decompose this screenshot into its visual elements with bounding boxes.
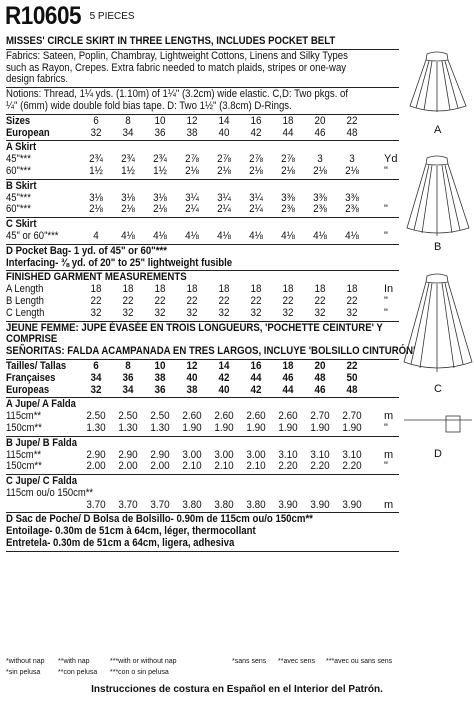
pattern-title: MISSES' CIRCLE SKIRT IN THREE LENGTHS, INCLUDES POCKET BELT: [6, 35, 336, 47]
pocket-bag-line: D Pocket Bag- 1 yd. of 45" or 60"***: [6, 244, 167, 257]
row-label: 115cm**: [6, 448, 42, 461]
table-cell: 3.70: [86, 498, 106, 511]
table-cell: 2¼: [217, 203, 231, 216]
table-cell: 2⅛: [217, 164, 231, 177]
metric-size-row: [6, 385, 399, 397]
table-cell: 1.90: [342, 421, 362, 434]
footnote: ***con o sin pelusa: [110, 669, 169, 676]
table-cell: 2¼: [249, 203, 263, 216]
row-label: 45"***: [6, 153, 31, 166]
table-cell: 40: [218, 383, 230, 396]
table-cell: 2⅞: [217, 153, 231, 166]
table-cell: 20: [314, 114, 326, 127]
table-cell: 32: [250, 306, 262, 319]
finished-row: [6, 308, 399, 320]
table-cell: 22: [346, 294, 358, 307]
finished-row: [6, 296, 399, 308]
table-cell: 46: [314, 126, 326, 139]
table-cell: 20: [314, 359, 326, 372]
table-cell: 3: [317, 153, 323, 166]
table-cell: 2¾: [153, 153, 167, 166]
table-cell: 3.80: [246, 498, 266, 511]
table-cell: 4⅛: [153, 229, 167, 242]
table-cell: 18: [250, 283, 262, 296]
table-cell: 32: [122, 306, 134, 319]
table-cell: 3⅜: [281, 191, 295, 204]
table-cell: 14: [218, 114, 230, 127]
table-cell: 4⅛: [121, 229, 135, 242]
table-cell: 22: [122, 294, 134, 307]
row-label: Sizes: [6, 114, 31, 127]
table-cell: 4⅛: [281, 229, 295, 242]
table-cell: 40: [218, 126, 230, 139]
table-cell: 16: [250, 114, 262, 127]
table-cell: 1.30: [86, 421, 106, 434]
footnote: ***with or without nap: [110, 658, 177, 665]
table-cell: 32: [346, 306, 358, 319]
divider: [6, 217, 399, 218]
table-cell: 34: [122, 383, 134, 396]
table-cell: 3.90: [278, 498, 298, 511]
table-cell: 34: [90, 371, 102, 384]
table-cell: 4⅛: [249, 229, 263, 242]
row-label: A Length: [6, 283, 44, 296]
table-cell: 3.10: [342, 448, 362, 461]
footnote: *without nap: [6, 658, 45, 665]
interfacing-line: Interfacing- ⅜ yd. of 20" to 25" lightweight fusible: [6, 256, 233, 269]
metric-row: [6, 423, 399, 435]
table-cell: 18: [186, 283, 198, 296]
pattern-number: R10605: [5, 2, 82, 30]
table-cell: 18: [90, 283, 102, 296]
table-cell: 2⅛: [89, 203, 103, 216]
table-cell: 2.20: [342, 460, 362, 473]
row-label: 115cm ou/o 150cm**: [6, 486, 94, 499]
table-cell: 2.60: [246, 410, 266, 423]
unit-label: ": [384, 306, 388, 319]
row-label: 150cm**: [6, 460, 42, 473]
table-cell: 22: [346, 114, 358, 127]
table-cell: 32: [314, 306, 326, 319]
table-cell: 4⅛: [185, 229, 199, 242]
yardage-row: [6, 193, 399, 205]
yardage-row: [6, 166, 399, 178]
b-jupe-header: [6, 438, 399, 450]
table-cell: 2.90: [118, 448, 138, 461]
table-cell: 32: [90, 126, 102, 139]
pocket-belt-d-icon: [404, 416, 472, 432]
table-cell: 1.90: [182, 421, 202, 434]
table-cell: 3.00: [246, 448, 266, 461]
table-cell: 34: [122, 126, 134, 139]
divider: [6, 179, 399, 180]
row-label: 115cm**: [6, 410, 42, 423]
table-cell: 1.30: [118, 421, 138, 434]
table-cell: 44: [250, 371, 262, 384]
table-cell: 3.00: [214, 448, 234, 461]
table-cell: 2.70: [310, 410, 330, 423]
yardage-row: [6, 204, 399, 216]
table-cell: 2.60: [214, 410, 234, 423]
c-skirt-header: [6, 219, 399, 231]
table-cell: 32: [282, 306, 294, 319]
yardage-grid: [6, 114, 416, 552]
sac-line: Entoilage- 0.30m de 51cm à 64cm, léger, thermocollant: [6, 525, 256, 538]
view-label: C: [434, 383, 442, 395]
table-cell: 22: [186, 294, 198, 307]
a-skirt-header: [6, 142, 399, 154]
table-cell: 3⅜: [313, 191, 327, 204]
table-cell: 10: [154, 359, 166, 372]
row-label: C Length: [6, 306, 45, 319]
fabrics-line: such as Rayon, Crepes. Extra fabric needed to match plaids, stripes or one-way: [6, 61, 347, 74]
table-cell: 6: [93, 359, 99, 372]
table-cell: 6: [93, 114, 99, 127]
table-cell: 2.50: [86, 410, 106, 423]
table-cell: 2¾: [121, 153, 135, 166]
table-cell: 32: [186, 306, 198, 319]
table-cell: 22: [282, 294, 294, 307]
sac-line: Entretela- 0.30m de 51cm a 64cm, ligera, adhesiva: [6, 537, 235, 550]
table-cell: 2⅛: [249, 164, 263, 177]
divider: [6, 551, 399, 552]
table-cell: 2⅞: [281, 153, 295, 166]
table-cell: 2.00: [118, 460, 138, 473]
header: [5, 2, 135, 31]
table-cell: 2.90: [150, 448, 170, 461]
metric-size-row: [6, 361, 399, 373]
table-cell: 1.30: [150, 421, 170, 434]
table-cell: 4⅛: [345, 229, 359, 242]
a-jupe-header: [6, 399, 399, 411]
table-cell: 18: [122, 283, 134, 296]
finished-title: FINISHED GARMENT MEASUREMENTS: [6, 271, 187, 284]
table-cell: 10: [154, 114, 166, 127]
table-cell: 48: [346, 126, 358, 139]
table-cell: 3¼: [217, 191, 231, 204]
footnote: *sans sens: [232, 658, 267, 665]
table-cell: 8: [125, 359, 131, 372]
table-cell: 44: [282, 126, 294, 139]
table-cell: 2.50: [118, 410, 138, 423]
table-cell: 36: [154, 383, 166, 396]
table-cell: 2.10: [246, 460, 266, 473]
table-cell: 1.90: [214, 421, 234, 434]
table-cell: 3⅜: [345, 191, 359, 204]
divider: [6, 114, 399, 115]
french-title: COMPRISE: [6, 333, 58, 346]
table-cell: 2⅞: [185, 153, 199, 166]
table-cell: 18: [282, 359, 294, 372]
unit-label: m: [384, 448, 394, 461]
table-cell: 38: [154, 371, 166, 384]
unit-label: ": [384, 294, 388, 307]
table-cell: 1½: [153, 164, 167, 177]
unit-label: ": [384, 460, 388, 473]
table-cell: 2⅛: [121, 203, 135, 216]
footnote: **con pelusa: [58, 669, 98, 676]
table-cell: 3⅛: [121, 191, 135, 204]
skirt-a-icon: [410, 52, 466, 112]
table-cell: 3.90: [342, 498, 362, 511]
table-cell: 18: [346, 283, 358, 296]
table-cell: 36: [122, 371, 134, 384]
pieces-count: 5 PIECES: [89, 11, 135, 22]
table-cell: 42: [250, 126, 262, 139]
table-cell: 2⅛: [313, 164, 327, 177]
table-cell: 22: [154, 294, 166, 307]
table-cell: 40: [186, 371, 198, 384]
unit-label: m: [384, 410, 394, 423]
table-cell: 3¼: [185, 191, 199, 204]
divider: [6, 140, 399, 141]
table-cell: 2.60: [278, 410, 298, 423]
table-cell: 2⅜: [345, 203, 359, 216]
unit-label: ": [384, 164, 388, 177]
row-label: Françaises: [6, 371, 56, 384]
table-cell: 1.90: [246, 421, 266, 434]
table-cell: 22: [218, 294, 230, 307]
skirt-views-svg: [402, 40, 474, 480]
pattern-envelope-chart: [6, 35, 416, 553]
table-cell: 46: [314, 383, 326, 396]
table-cell: 18: [314, 283, 326, 296]
fabrics-line: Fabrics: Sateen, Poplin, Chambray, Lightweight Cottons, Linens and Silky Types: [6, 49, 348, 62]
row-label: B Jupe/ B Falda: [6, 436, 77, 449]
table-cell: 18: [218, 283, 230, 296]
table-cell: 3.90: [310, 498, 330, 511]
table-cell: 1½: [121, 164, 135, 177]
table-cell: 2¼: [185, 203, 199, 216]
table-cell: 3⅛: [89, 191, 103, 204]
table-cell: 12: [186, 114, 198, 127]
table-cell: 42: [250, 383, 262, 396]
table-cell: 4: [93, 229, 99, 242]
table-cell: 3.10: [278, 448, 298, 461]
notions-line: Notions: Thread, 1¼ yds. (1.10m) of 1¼" (3.2cm) wide elastic. C,D: Two pkgs. of: [6, 88, 349, 101]
european-row: [6, 128, 399, 140]
skirt-b-icon: [407, 156, 469, 236]
spanish-title: SEÑORITAS: FALDA ACAMPANADA EN TRES LARGOS, INCLUYE 'BOLSILLO CINTURÓN': [6, 345, 416, 358]
table-cell: 2⅞: [249, 153, 263, 166]
table-cell: 22: [250, 294, 262, 307]
row-label: C Jupe/ C Falda: [6, 475, 77, 488]
table-cell: 8: [125, 114, 131, 127]
table-cell: 48: [314, 371, 326, 384]
sizes-row: [6, 116, 399, 128]
notions-line: ¼" (6mm) wide double fold bias tape. D: Two 1½" (3.8cm) D-Rings.: [6, 99, 292, 112]
table-cell: 18: [154, 283, 166, 296]
table-cell: 2.60: [182, 410, 202, 423]
fabrics-line: design fabrics.: [6, 73, 69, 86]
yardage-row: [6, 231, 399, 243]
table-cell: 2⅜: [281, 203, 295, 216]
b-skirt-header: [6, 181, 399, 193]
metric-row: [6, 461, 399, 473]
table-cell: 14: [218, 359, 230, 372]
french-title: JEUNE FEMME: JUPE ÉVASÉE EN TROIS LONGUEURS, 'POCHETTE CEINTURE' Y: [6, 321, 383, 334]
footnote: **with nap: [58, 658, 90, 665]
table-cell: 3⅛: [153, 191, 167, 204]
table-cell: 12: [186, 359, 198, 372]
table-cell: 1½: [89, 164, 103, 177]
row-label: 60"***: [6, 164, 31, 177]
table-cell: 46: [282, 371, 294, 384]
row-label: C Skirt: [6, 218, 37, 231]
metric-size-row: [6, 373, 399, 385]
table-cell: 3: [349, 153, 355, 166]
table-cell: 2.10: [214, 460, 234, 473]
table-cell: 2⅜: [313, 203, 327, 216]
table-cell: 32: [154, 306, 166, 319]
unit-label: m: [384, 498, 394, 511]
table-cell: 4⅛: [313, 229, 327, 242]
row-label: 150cm**: [6, 421, 42, 434]
table-cell: 38: [186, 383, 198, 396]
table-cell: 2.50: [150, 410, 170, 423]
unit-label: ": [384, 203, 388, 216]
row-label: 60"***: [6, 203, 31, 216]
spanish-instructions-note: Instrucciones de costura en Español en el Interior del Patrón.: [91, 684, 383, 695]
table-cell: 1.90: [310, 421, 330, 434]
table-cell: 2⅛: [345, 164, 359, 177]
table-cell: 2.00: [86, 460, 106, 473]
row-label: Europeas: [6, 383, 50, 396]
table-cell: 48: [346, 383, 358, 396]
table-cell: 3.10: [310, 448, 330, 461]
row-label: A Skirt: [6, 141, 37, 154]
table-cell: 3¼: [249, 191, 263, 204]
metric-row: [6, 411, 399, 423]
table-cell: 3.80: [182, 498, 202, 511]
table-cell: 2⅛: [281, 164, 295, 177]
unit-label: ": [384, 229, 388, 242]
table-cell: 18: [282, 283, 294, 296]
unit-label: In: [384, 283, 394, 296]
table-cell: 3.80: [214, 498, 234, 511]
metric-row: [6, 500, 399, 512]
table-cell: 22: [346, 359, 358, 372]
table-cell: 2¾: [89, 153, 103, 166]
row-label: A Jupe/ A Falda: [6, 398, 76, 411]
table-cell: 1.90: [278, 421, 298, 434]
table-cell: 32: [90, 306, 102, 319]
table-cell: 2.70: [342, 410, 362, 423]
table-cell: 4⅛: [217, 229, 231, 242]
yardage-row: [6, 154, 399, 166]
table-cell: 2⅛: [153, 203, 167, 216]
footnote: **avec sens: [278, 658, 315, 665]
table-cell: 50: [346, 371, 358, 384]
table-cell: 2.00: [150, 460, 170, 473]
row-label: 45"***: [6, 191, 31, 204]
view-label: B: [434, 241, 442, 253]
table-cell: 42: [218, 371, 230, 384]
table-cell: 16: [250, 359, 262, 372]
table-cell: 3.00: [182, 448, 202, 461]
table-cell: 3.70: [118, 498, 138, 511]
finished-row: [6, 284, 399, 296]
table-cell: 2.20: [310, 460, 330, 473]
table-cell: 2.20: [278, 460, 298, 473]
table-cell: 3.70: [150, 498, 170, 511]
row-label: Tailles/ Tallas: [6, 359, 67, 372]
table-cell: 32: [218, 306, 230, 319]
unit-label: ": [384, 421, 388, 434]
table-cell: 18: [282, 114, 294, 127]
table-cell: 2.90: [86, 448, 106, 461]
table-cell: 38: [186, 126, 198, 139]
row-label: B Length: [6, 294, 44, 307]
skirt-c-icon: [404, 274, 472, 372]
table-cell: 22: [90, 294, 102, 307]
footnote: ***avec ou sans sens: [326, 658, 393, 665]
footnote: *sin pelusa: [6, 669, 41, 676]
table-cell: 44: [282, 383, 294, 396]
table-cell: 32: [90, 383, 102, 396]
view-label: A: [434, 124, 442, 136]
unit-label: Yd: [384, 153, 398, 166]
row-label: 45" or 60"***: [6, 229, 59, 242]
row-label: B Skirt: [6, 179, 37, 192]
table-cell: 2.10: [182, 460, 202, 473]
view-illustrations: [402, 40, 474, 480]
row-label: European: [6, 126, 50, 139]
sac-line: D Sac de Poche/ D Bolsa de Bolsillo- 0.90m de 115cm ou/o 150cm**: [6, 513, 313, 526]
table-cell: 22: [314, 294, 326, 307]
c-jupe-sublabel-row: [6, 488, 399, 500]
view-label: D: [434, 448, 442, 460]
table-cell: 36: [154, 126, 166, 139]
metric-row: [6, 450, 399, 462]
table-cell: 2⅛: [185, 164, 199, 177]
